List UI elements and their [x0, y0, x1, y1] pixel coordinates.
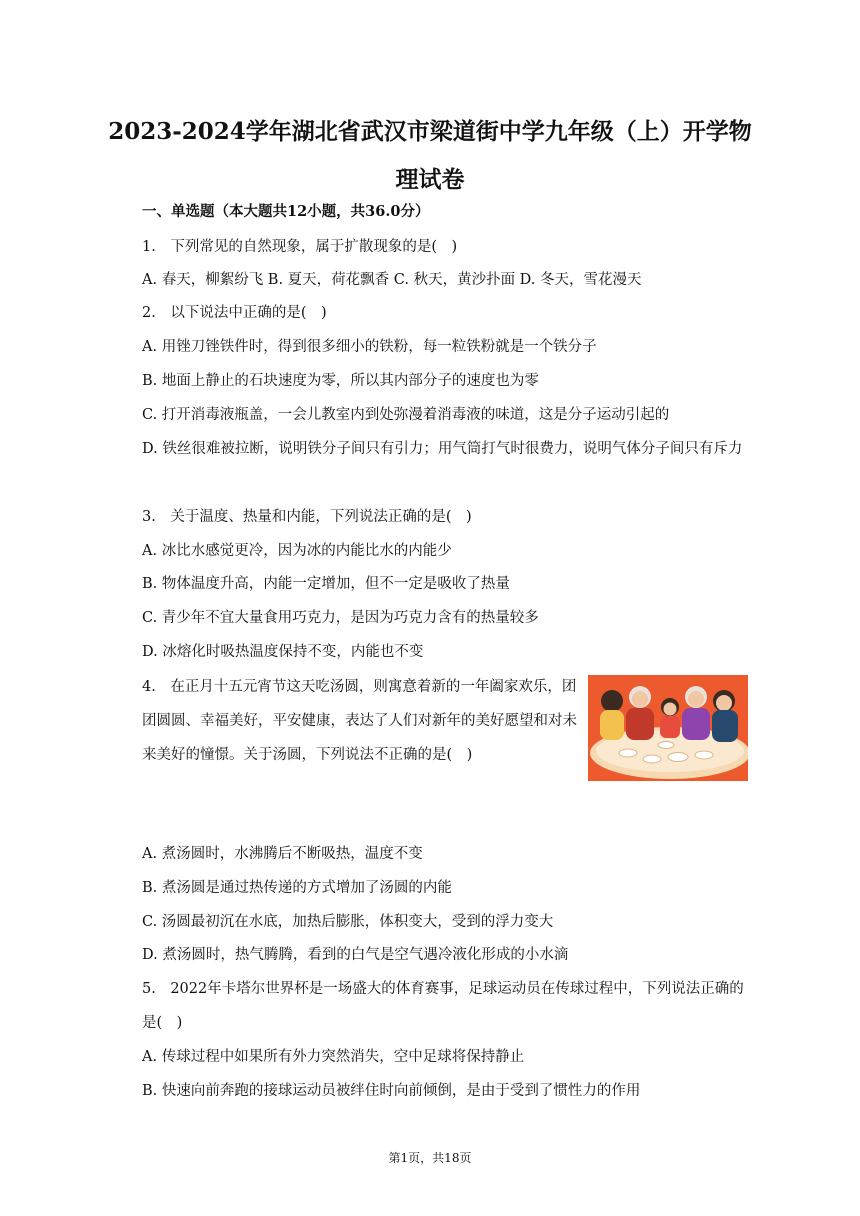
question-4-option-d: D. 煮汤圆时，热气腾腾，看到的白气是空气遇冷液化形成的小水滴: [142, 947, 569, 963]
question-3-option-b: B. 物体温度升高，内能一定增加，但不一定是吸收了热量: [142, 576, 510, 592]
question-1-stem: 1. 下列常见的自然现象，属于扩散现象的是( ): [142, 239, 458, 255]
question-1-options: A. 春天，柳絮纷飞 B. 夏天，荷花飘香 C. 秋天，黄沙扑面 D. 冬天，雪花漫天: [142, 272, 642, 288]
question-5-stem: 5. 2022年卡塔尔世界杯是一场盛大的体育赛事，足球运动员在传球过程中，下列说法正确的是( ): [142, 981, 744, 1031]
question-3-option-a: A. 冰比水感觉更冷，因为冰的内能比水的内能少: [142, 543, 452, 559]
question-3-option-c: C. 青少年不宜大量食用巧克力，是因为巧克力含有的热量较多: [142, 610, 539, 626]
document-title: 2023-2024学年湖北省武汉市梁道街中学九年级（上）开学物理试卷: [108, 118, 752, 193]
question-4-option-c: C. 汤圆最初沉在水底，加热后膨胀，体积变大，受到的浮力变大: [142, 914, 554, 930]
question-5-option-b: B. 快速向前奔跑的接球运动员被绊住时向前倾倒，是由于受到了惯性力的作用: [142, 1083, 641, 1099]
question-2-stem: 2. 以下说法中正确的是( ): [142, 305, 327, 321]
question-3-stem: 3. 关于温度、热量和内能，下列说法正确的是( ): [142, 509, 472, 525]
question-4-option-a: A. 煮汤圆时，水沸腾后不断吸热，温度不变: [142, 846, 423, 862]
section-heading: 一、单选题（本大题共12小题，共36.0分）: [142, 203, 430, 220]
question-2-option-d: D. 铁丝很难被拉断，说明铁分子间只有引力；用气筒打气时很费力，说明气体分子间只有斥力: [142, 441, 743, 457]
family-eating-tangyuan-illustration: [588, 675, 748, 781]
question-5-option-a: A. 传球过程中如果所有外力突然消失，空中足球将保持静止: [142, 1049, 525, 1065]
question-4-stem: 4. 在正月十五元宵节这天吃汤圆，则寓意着新的一年阖家欢乐，团团圆圆、幸福美好，平安健康，表达了人们对新年的美好愿望和对未来美好的憧憬。关于汤圆，下列说法不正确的是( ): [142, 679, 577, 763]
question-3-option-d: D. 冰熔化时吸热温度保持不变，内能也不变: [142, 644, 424, 660]
page-footer: 第1页，共18页: [388, 1151, 472, 1165]
question-2-option-b: B. 地面上静止的石块速度为零，所以其内部分子的速度也为零: [142, 373, 539, 389]
question-2-option-c: C. 打开消毒液瓶盖，一会儿教室内到处弥漫着消毒液的味道，这是分子运动引起的: [142, 407, 670, 423]
question-4-option-b: B. 煮汤圆是通过热传递的方式增加了汤圆的内能: [142, 880, 452, 896]
question-2-option-a: A. 用锉刀锉铁件时，得到很多细小的铁粉，每一粒铁粉就是一个铁分子: [142, 339, 597, 355]
